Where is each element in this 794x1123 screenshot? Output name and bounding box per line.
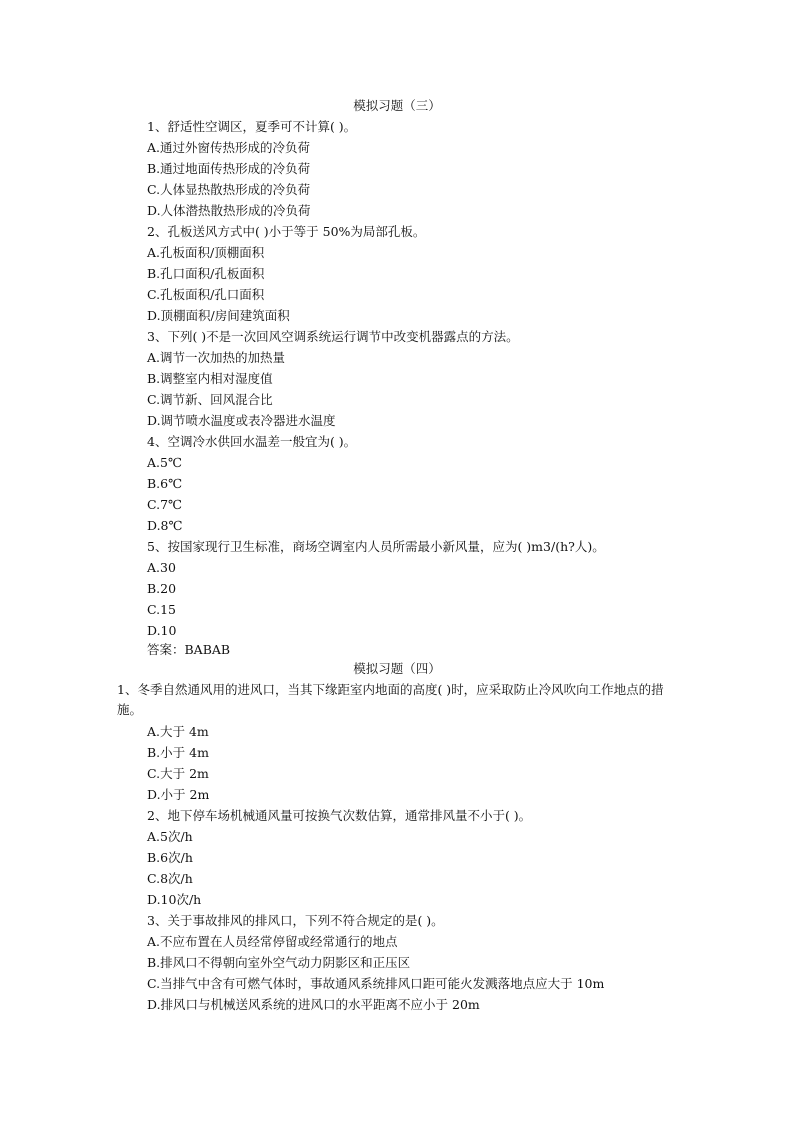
s3-q1-option-c: C.人体显热散热形成的冷负荷 <box>147 182 311 197</box>
s3-q5-option-c: C.15 <box>147 602 176 617</box>
s3-q2-option-b: B.孔口面积/孔板面积 <box>147 266 265 281</box>
s4-q3-option-d: D.排风口与机械送风系统的进风口的水平距离不应小于 20m <box>147 997 480 1012</box>
s4-q2-option-d: D.10次/h <box>147 892 202 907</box>
s4-q1-option-c: C.大于 2m <box>147 766 209 781</box>
s3-q4-option-c: C.7℃ <box>147 497 183 512</box>
s3-q3-stem: 3、下列( )不是一次回风空调系统运行调节中改变机器露点的方法。 <box>147 329 519 344</box>
s4-q1-stem: 1、冬季自然通风用的进风口，当其下缘距室内地面的高度( )时，应采取防止冷风吹向工作地点的措施。 <box>117 682 664 717</box>
s3-q1-option-d: D.人体潜热散热形成的冷负荷 <box>147 203 311 218</box>
s4-q1-option-b: B.小于 4m <box>147 745 209 760</box>
s3-q4-option-a: A.5℃ <box>147 455 182 470</box>
s3-answer: 答案：BABAB <box>147 642 231 657</box>
section4-title: 模拟习题（四） <box>353 661 441 676</box>
s4-q2-option-b: B.6次/h <box>147 850 193 865</box>
s3-q2-option-d: D.顶棚面积/房间建筑面积 <box>147 308 290 323</box>
s4-q2-option-a: A.5次/h <box>147 829 193 844</box>
section3-title: 模拟习题（三） <box>353 98 441 113</box>
s3-q1-option-b: B.通过地面传热形成的冷负荷 <box>147 161 311 176</box>
s3-q4-stem: 4、空调冷水供回水温差一般宜为( )。 <box>147 434 357 449</box>
s3-q1-option-a: A.通过外窗传热形成的冷负荷 <box>147 140 311 155</box>
s3-q5-option-b: B.20 <box>147 581 177 596</box>
s4-q3-stem: 3、关于事故排风的排风口，下列不符合规定的是( )。 <box>147 913 444 928</box>
s4-q3-option-c: C.当排气中含有可燃气体时，事故通风系统排风口距可能火发溅落地点应大于 10m <box>147 976 605 991</box>
s3-q5-option-d: D.10 <box>147 623 177 638</box>
s4-q1-option-d: D.小于 2m <box>147 787 210 802</box>
s4-q2-option-c: C.8次/h <box>147 871 193 886</box>
s3-q2-option-a: A.孔板面积/顶棚面积 <box>147 245 265 260</box>
s3-q2-option-c: C.孔板面积/孔口面积 <box>147 287 265 302</box>
s3-q3-option-b: B.调整室内相对湿度值 <box>147 371 273 386</box>
s3-q5-stem: 5、按国家现行卫生标准，商场空调室内人员所需最小新风量，应为( )m3/(h?人)。 <box>147 539 605 554</box>
s3-q3-option-a: A.调节一次加热的加热量 <box>147 350 286 365</box>
s4-q3-option-b: B.排风口不得朝向室外空气动力阴影区和正压区 <box>147 955 411 970</box>
s3-q4-option-d: D.8℃ <box>147 518 183 533</box>
s3-q5-option-a: A.30 <box>147 560 176 575</box>
s4-q2-stem: 2、地下停车场机械通风量可按换气次数估算，通常排风量不小于( )。 <box>147 808 532 823</box>
s3-q3-option-c: C.调节新、回风混合比 <box>147 392 273 407</box>
s4-q1-option-a: A.大于 4m <box>147 724 209 739</box>
s3-q4-option-b: B.6℃ <box>147 476 183 491</box>
s3-q1-stem: 1、舒适性空调区，夏季可不计算( )。 <box>147 119 357 134</box>
s4-q3-option-a: A.不应布置在人员经常停留或经常通行的地点 <box>147 934 398 949</box>
s3-q3-option-d: D.调节喷水温度或表冷器进水温度 <box>147 413 336 428</box>
s3-q2-stem: 2、孔板送风方式中( )小于等于 50%为局部孔板。 <box>147 224 426 239</box>
